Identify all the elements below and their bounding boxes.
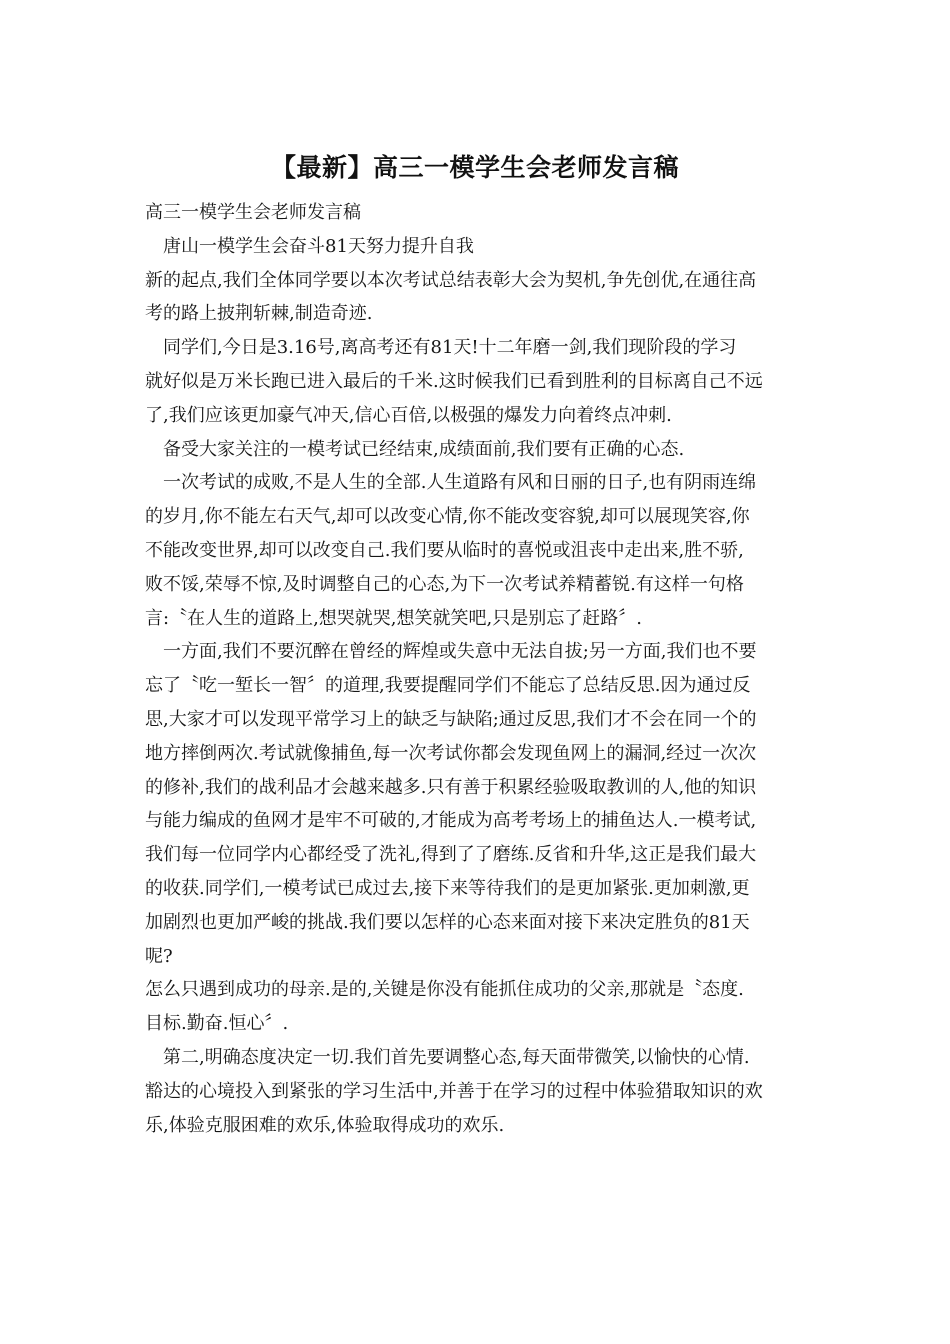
body-line: 目标.勤奋.恒心〞. xyxy=(145,1013,289,1035)
body-line: 唐山一模学生会奋斗81天努力提升自我 xyxy=(145,235,474,257)
body-line: 考的路上披荆斩棘,制造奇迹. xyxy=(145,303,373,325)
body-line: 第二,明确态度决定一切.我们首先要调整心态,每天面带微笑,以愉快的心情. xyxy=(145,1046,750,1068)
body-line: 加剧烈也更加严峻的挑战.我们要以怎样的心态来面对接下来决定胜负的81天 xyxy=(145,911,750,933)
body-line: 言:〝在人生的道路上,想哭就哭,想笑就笑吧,只是别忘了赶路〞. xyxy=(145,607,642,629)
body-line: 与能力编成的鱼网才是牢不可破的,才能成为高考考场上的捕鱼达人.一模考试, xyxy=(145,810,757,832)
body-line: 一次考试的成败,不是人生的全部.人生道路有风和日丽的日子,也有阴雨连绵 xyxy=(145,472,757,494)
body-line: 一方面,我们不要沉醉在曾经的辉煌或失意中无法自拔;另一方面,我们也不要 xyxy=(145,641,757,663)
body-line: 败不馁,荣辱不惊,及时调整自己的心态,为下一次考试养精蓄锐.有这样一句格 xyxy=(145,573,744,595)
body-line: 新的起点,我们全体同学要以本次考试总结表彰大会为契机,争先创优,在通往高 xyxy=(145,269,757,291)
body-line: 的收获.同学们,一模考试已成过去,接下来等待我们的是更加紧张.更加刺激,更 xyxy=(145,877,750,899)
body-line: 就好似是万米长跑已进入最后的千米.这时候我们已看到胜利的目标离自己不远 xyxy=(145,370,763,392)
body-line: 呢? xyxy=(145,945,173,967)
body-line: 思,大家才可以发现平常学习上的缺乏与缺陷;通过反思,我们才不会在同一个的 xyxy=(145,708,757,730)
body-line: 了,我们应该更加豪气冲天,信心百倍,以极强的爆发力向着终点冲刺. xyxy=(145,404,672,426)
body-line: 我们每一位同学内心都经受了洗礼,得到了了磨练.反省和升华,这正是我们最大 xyxy=(145,844,757,866)
body-line: 乐,体验克服困难的欢乐,体验取得成功的欢乐. xyxy=(145,1114,505,1136)
body-line: 不能改变世界,却可以改变自己.我们要从临时的喜悦或沮丧中走出来,胜不骄, xyxy=(145,539,744,561)
body-line: 地方摔倒两次.考试就像捕鱼,每一次考试你都会发现鱼网上的漏洞,经过一次次 xyxy=(145,742,757,764)
document-body xyxy=(145,196,813,1142)
body-line: 的岁月,你不能左右天气,却可以改变心情,你不能改变容貌,却可以展现笑容,你 xyxy=(145,506,750,528)
body-line: 高三一模学生会老师发言稿 xyxy=(145,202,361,223)
body-line: 备受大家关注的一模考试已经结束,成绩面前,我们要有正确的心态. xyxy=(145,438,685,460)
body-line: 的修补,我们的战利品才会越来越多.只有善于积累经验吸取教训的人,他的知识 xyxy=(145,776,757,798)
body-line: 同学们,今日是3.16号,离高考还有81天!十二年磨一剑,我们现阶段的学习 xyxy=(145,337,737,359)
body-line: 忘了〝吃一堑长一智〞的道理,我要提醒同学们不能忘了总结反思.因为通过反 xyxy=(145,675,751,697)
document-title: 【最新】高三一模学生会老师发言稿 xyxy=(270,153,679,182)
body-line: 豁达的心境投入到紧张的学习生活中,并善于在学习的过程中体验猎取知识的欢 xyxy=(145,1080,763,1102)
body-line: 怎么只遇到成功的母亲.是的,关键是你没有能抓住成功的父亲,那就是〝态度. xyxy=(145,979,744,1001)
